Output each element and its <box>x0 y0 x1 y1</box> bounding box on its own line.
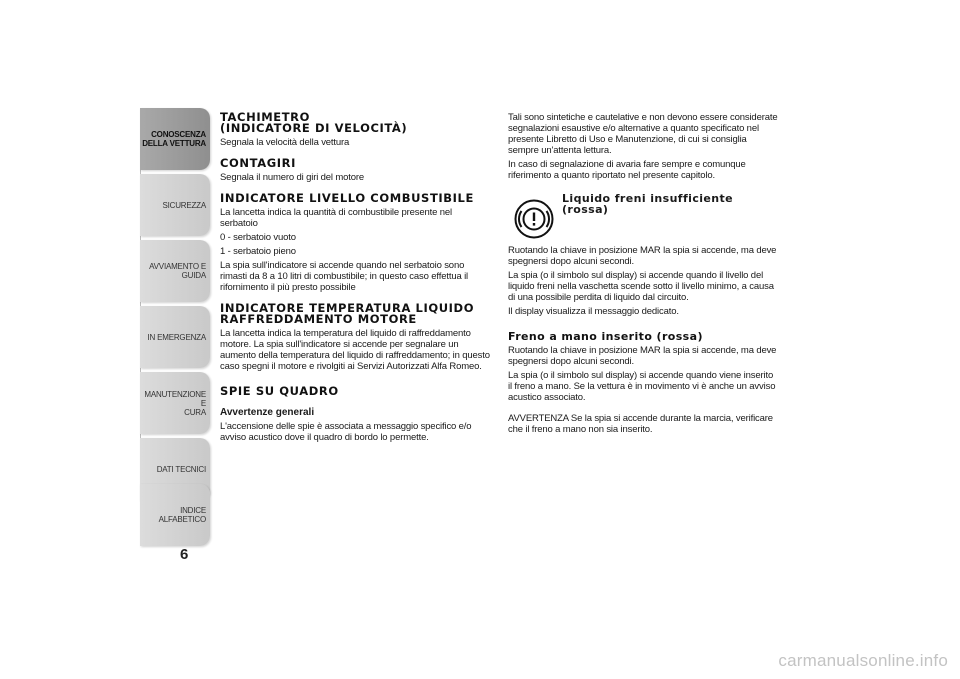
page-number: 6 <box>180 546 189 563</box>
heading-freno-a-mano: Freno a mano inserito (rossa) <box>508 330 703 343</box>
tab-dati-tecnici[interactable]: DATI TECNICI <box>140 438 210 500</box>
heading-temperatura: INDICATORE TEMPERATURA LIQUIDO RAFFREDDAMENTO MOTORE <box>220 301 475 326</box>
heading-contagiri: CONTAGIRI <box>220 156 296 170</box>
tab-indice-alfabetico[interactable]: INDICE ALFABETICO <box>140 484 210 546</box>
text-freni-3: Il display visualizza il messaggio dedicato. <box>508 306 679 317</box>
right-column <box>508 112 778 435</box>
tab-in-emergenza[interactable]: IN EMERGENZA <box>140 306 210 368</box>
text-avvertenze: L'accensione delle spie è associata a messaggio specifico e/o avviso acustico dove il quadro di bordo lo permette. <box>220 421 472 443</box>
text-mano-avvertenza: AVVERTENZA Se la spia si accende durante la marcia, verificare che il freno a mano non sia inserito. <box>508 413 773 435</box>
text-mano-2: La spia (o il simbolo sul display) si accende quando viene inserito il freno a mano. Se la vettura è in movimento vi è anche un avviso acustico associato. <box>508 370 776 403</box>
heading-avvertenze-generali: Avvertenze generali <box>220 407 315 418</box>
text-temperatura: La lancetta indica la temperatura del liquido di raffreddamento motore. La spia sull'indicatore si accende per segnalare un aumento della temperatura del liquido di raffreddamento; in questo caso spegni il motore e rivolgiti ai Servizi Autorizzati Alfa Romeo. <box>220 328 490 372</box>
heading-liquido-freni: Liquido freni insufficiente (rossa) <box>562 192 734 216</box>
brake-warning-icon <box>514 199 554 239</box>
text-intro-2: In caso di segnalazione di avaria fare sempre e comunque riferimento a quanto riportato nel presente capitolo. <box>508 159 746 181</box>
tab-sicurezza[interactable]: SICUREZZA <box>140 174 210 236</box>
text-combustibile-3: 1 - serbatoio pieno <box>220 246 296 257</box>
heading-tachimetro: TACHIMETRO (INDICATORE DI VELOCITÀ) <box>220 110 408 135</box>
watermark: carmanualsonline.info <box>778 651 948 670</box>
text-intro-1: Tali sono sintetiche e cautelative e non devono essere considerate segnalazioni esaustive e/o alternative a quanto specificato nel presente Libretto di Uso e Manutenzione, di cui si consiglia sempre un'attenta lettura. <box>508 112 778 156</box>
text-contagiri: Segnala il numero di giri del motore <box>220 172 365 183</box>
tab-manutenzione-e-cura[interactable]: MANUTENZIONE E CURA <box>140 372 210 434</box>
text-combustibile-1: La lancetta indica la quantità di combustibile presente nel serbatoio <box>220 207 452 229</box>
warning-liquido-freni <box>508 193 778 239</box>
tab-avviamento-e-guida[interactable]: AVVIAMENTO E GUIDA <box>140 240 210 302</box>
tab-conoscenza-della-vettura[interactable]: CONOSCENZA DELLA VETTURA <box>140 108 210 170</box>
left-column <box>220 112 492 443</box>
text-freni-2: La spia (o il simbolo sul display) si accende quando il livello del liquido freni nella vaschetta scende sotto il livello minimo, a causa di una possibile perdita di liquido dal circuito. <box>508 270 774 303</box>
text-combustibile-4: La spia sull'indicatore si accende quando nel serbatoio sono rimasti da 8 a 10 litri di combustibile; in questo caso effettua il rifornimento il più presto possibile <box>220 260 468 293</box>
heading-spie-su-quadro: SPIE SU QUADRO <box>220 384 339 398</box>
text-tachimetro: Segnala la velocità della vettura <box>220 137 350 148</box>
heading-combustibile: INDICATORE LIVELLO COMBUSTIBILE <box>220 191 474 205</box>
text-combustibile-2: 0 - serbatoio vuoto <box>220 232 296 243</box>
text-mano-1: Ruotando la chiave in posizione MAR la spia si accende, ma deve spegnersi dopo alcuni secondi. <box>508 345 777 367</box>
text-freni-1: Ruotando la chiave in posizione MAR la spia si accende, ma deve spegnersi dopo alcuni secondi. <box>508 245 777 267</box>
